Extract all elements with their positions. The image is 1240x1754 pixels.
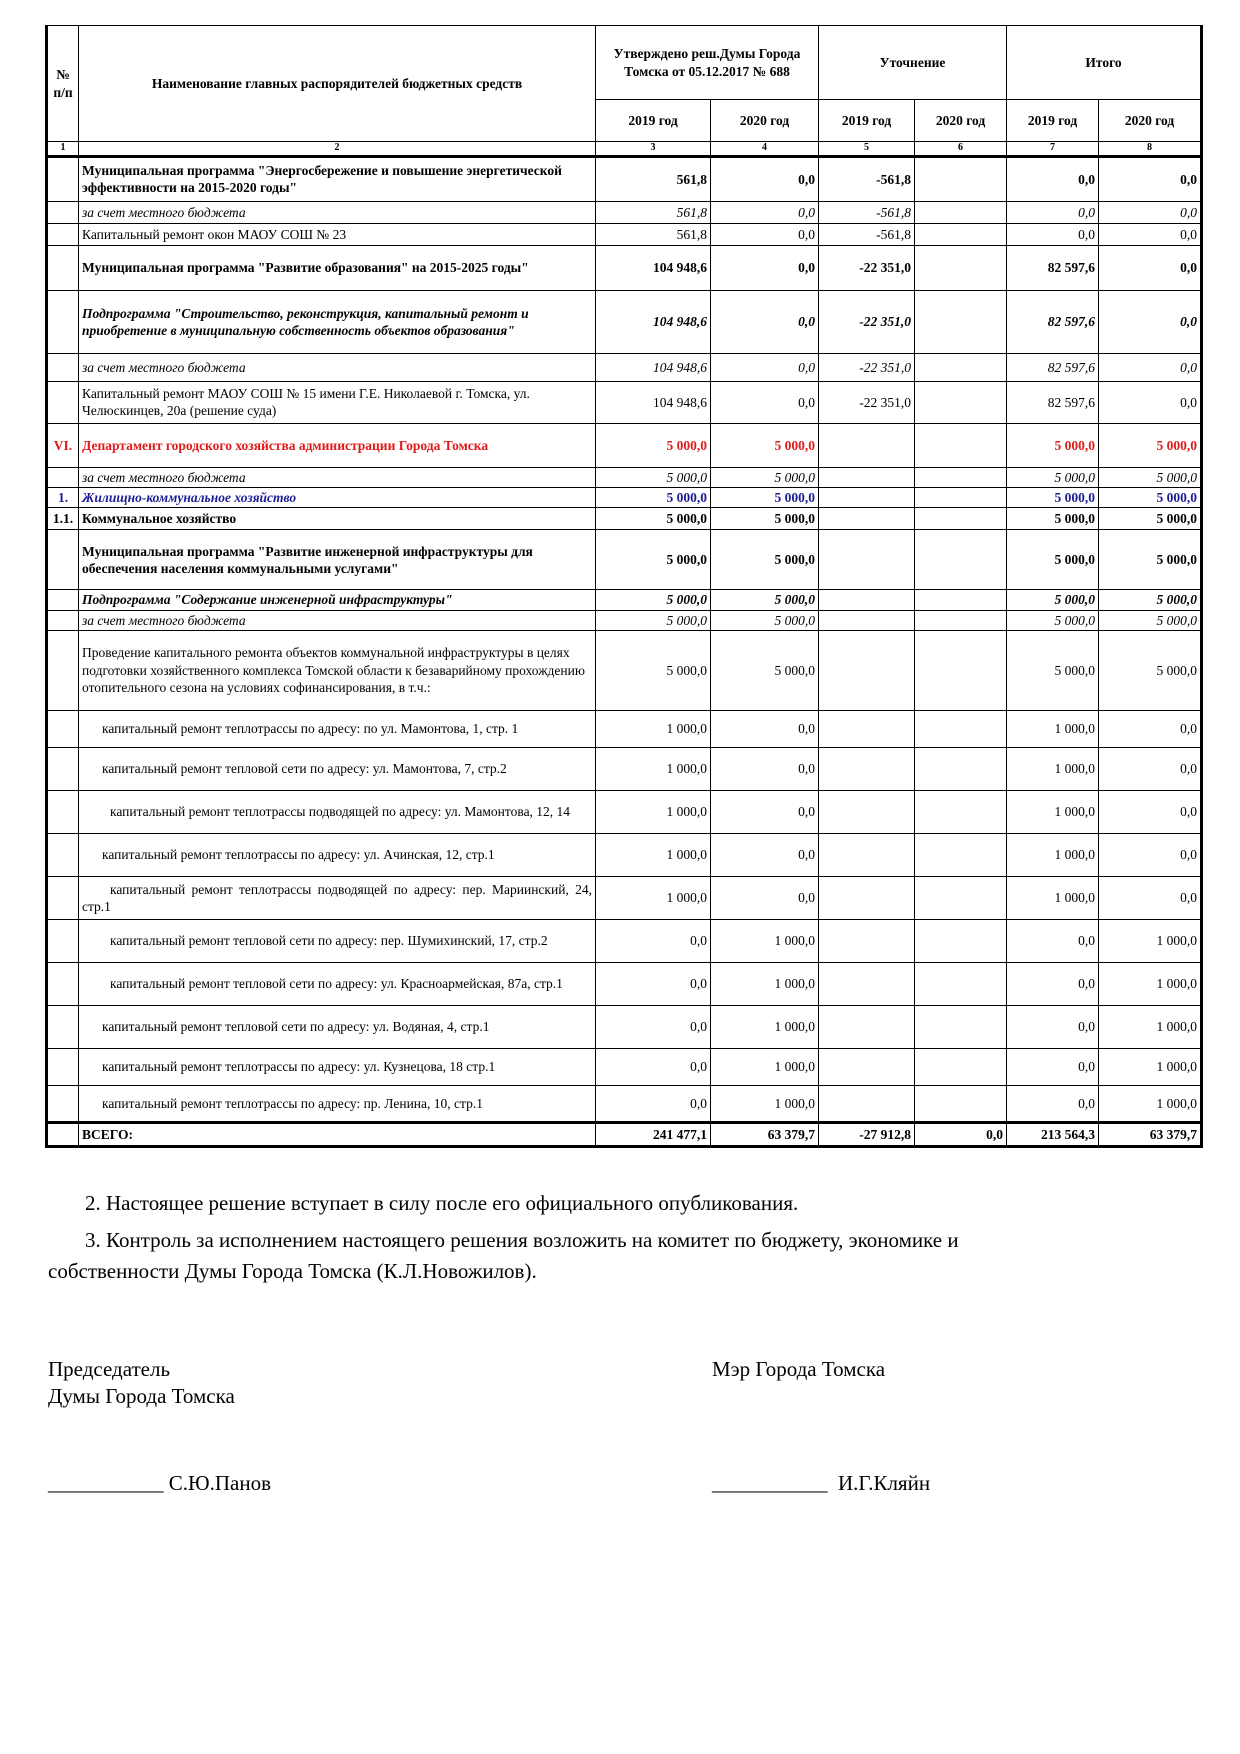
- row-value: 1 000,0: [1099, 1005, 1202, 1048]
- row-number: [47, 1085, 79, 1122]
- row-value: 104 948,6: [596, 245, 711, 290]
- row-value: 5 000,0: [596, 508, 711, 530]
- row-number: [47, 467, 79, 487]
- row-value: 5 000,0: [711, 423, 819, 467]
- row-value: 5 000,0: [1007, 423, 1099, 467]
- row-name: за счет местного бюджета: [79, 201, 596, 223]
- row-value: 561,8: [596, 156, 711, 201]
- header-year: 2020 год: [711, 100, 819, 142]
- table-row: [47, 201, 1202, 223]
- row-value: 1 000,0: [596, 747, 711, 790]
- column-index: 7: [1007, 142, 1099, 157]
- row-value: 104 948,6: [596, 353, 711, 381]
- row-value: [819, 919, 915, 962]
- row-value: 5 000,0: [711, 590, 819, 610]
- row-value: 0,0: [1007, 1085, 1099, 1122]
- row-value: 0,0: [1099, 747, 1202, 790]
- row-value: -22 351,0: [819, 381, 915, 423]
- row-number: [47, 245, 79, 290]
- row-number: [47, 630, 79, 710]
- row-value: [915, 423, 1007, 467]
- row-value: 1 000,0: [711, 919, 819, 962]
- row-name: Муниципальная программа "Развитие образования" на 2015-2025 годы": [79, 245, 596, 290]
- row-value: [819, 747, 915, 790]
- row-value: 1 000,0: [596, 710, 711, 747]
- row-value: 0,0: [711, 201, 819, 223]
- row-value: 0,0: [1099, 156, 1202, 201]
- row-value: 1 000,0: [1007, 747, 1099, 790]
- row-value: 0,0: [596, 962, 711, 1005]
- row-value: [915, 919, 1007, 962]
- row-value: [915, 1005, 1007, 1048]
- row-value: 1 000,0: [711, 1085, 819, 1122]
- row-number: [47, 530, 79, 590]
- row-value: 82 597,6: [1007, 290, 1099, 353]
- row-value: [819, 790, 915, 833]
- row-value: 1 000,0: [1007, 876, 1099, 919]
- row-value: 0,0: [711, 353, 819, 381]
- row-value: 0,0: [1099, 290, 1202, 353]
- row-value: 5 000,0: [596, 423, 711, 467]
- row-value: [915, 590, 1007, 610]
- header-year: 2020 год: [915, 100, 1007, 142]
- row-number: 1.: [47, 488, 79, 508]
- header-total: Итого: [1007, 26, 1202, 100]
- header-approved: Утверждено реш.Думы Города Томска от 05.12.2017 № 688: [596, 26, 819, 100]
- row-value: 561,8: [596, 201, 711, 223]
- row-value: 5 000,0: [1099, 630, 1202, 710]
- row-value: [915, 508, 1007, 530]
- row-value: 1 000,0: [1007, 790, 1099, 833]
- row-value: 5 000,0: [596, 488, 711, 508]
- row-value: 561,8: [596, 223, 711, 245]
- row-number: [47, 790, 79, 833]
- row-value: [915, 1085, 1007, 1122]
- row-value: 0,0: [1099, 353, 1202, 381]
- table-row: [47, 630, 1202, 710]
- row-value: 5 000,0: [596, 590, 711, 610]
- row-value: [915, 876, 1007, 919]
- row-value: 0,0: [1099, 201, 1202, 223]
- row-name: Подпрограмма "Строительство, реконструкция, капитальный ремонт и приобретение в муниципальную собственность объектов образования": [79, 290, 596, 353]
- header-num: № п/п: [47, 26, 79, 142]
- row-name: капитальный ремонт теплотрассы по адресу: по ул. Мамонтова, 1, стр. 1: [79, 710, 596, 747]
- row-value: 0,0: [711, 876, 819, 919]
- row-number: [47, 290, 79, 353]
- row-value: 0,0: [711, 245, 819, 290]
- row-value: 0,0: [711, 710, 819, 747]
- row-value: 5 000,0: [711, 530, 819, 590]
- row-value: 0,0: [1099, 223, 1202, 245]
- row-name: за счет местного бюджета: [79, 467, 596, 487]
- table-row: [47, 423, 1202, 467]
- column-index: 4: [711, 142, 819, 157]
- table-row: [47, 353, 1202, 381]
- row-number: [47, 201, 79, 223]
- row-value: [915, 245, 1007, 290]
- row-value: 5 000,0: [1007, 630, 1099, 710]
- header-year: 2020 год: [1099, 100, 1202, 142]
- row-value: 1 000,0: [596, 876, 711, 919]
- budget-table: [45, 25, 1203, 1148]
- table-row: [47, 1048, 1202, 1085]
- row-name: капитальный ремонт теплотрассы по адресу: пр. Ленина, 10, стр.1: [79, 1085, 596, 1122]
- row-value: 5 000,0: [1007, 610, 1099, 630]
- row-value: 0,0: [1099, 876, 1202, 919]
- row-value: 213 564,3: [1007, 1122, 1099, 1146]
- row-value: [819, 488, 915, 508]
- row-value: 1 000,0: [596, 833, 711, 876]
- table-row: [47, 710, 1202, 747]
- row-value: 0,0: [711, 790, 819, 833]
- table-row: [47, 467, 1202, 487]
- row-value: [819, 508, 915, 530]
- row-value: [819, 1048, 915, 1085]
- table-row: [47, 919, 1202, 962]
- table-row: [47, 790, 1202, 833]
- row-value: 5 000,0: [1099, 590, 1202, 610]
- row-value: [915, 290, 1007, 353]
- row-value: [915, 833, 1007, 876]
- row-name: Жилищно-коммунальное хозяйство: [79, 488, 596, 508]
- row-value: 0,0: [596, 1048, 711, 1085]
- row-value: [915, 381, 1007, 423]
- row-name: капитальный ремонт теплотрассы подводящей по адресу: ул. Мамонтова, 12, 14: [79, 790, 596, 833]
- row-value: [819, 710, 915, 747]
- table-row: [47, 245, 1202, 290]
- row-name: капитальный ремонт теплотрассы подводящей по адресу: пер. Мариинский, 24, стр.1: [79, 876, 596, 919]
- row-value: [819, 1085, 915, 1122]
- row-value: 5 000,0: [1099, 530, 1202, 590]
- row-value: 0,0: [1007, 156, 1099, 201]
- row-value: 104 948,6: [596, 290, 711, 353]
- row-name: капитальный ремонт теплотрассы по адресу: ул. Кузнецова, 18 стр.1: [79, 1048, 596, 1085]
- row-value: 5 000,0: [1007, 530, 1099, 590]
- row-value: 1 000,0: [596, 790, 711, 833]
- row-name: капитальный ремонт тепловой сети по адресу: ул. Мамонтова, 7, стр.2: [79, 747, 596, 790]
- row-number: [47, 962, 79, 1005]
- row-value: 5 000,0: [1099, 610, 1202, 630]
- row-value: 0,0: [596, 1005, 711, 1048]
- row-name: капитальный ремонт тепловой сети по адресу: ул. Красноармейская, 87а, стр.1: [79, 962, 596, 1005]
- row-name: Муниципальная программа "Развитие инженерной инфраструктуры для обеспечения населения коммунальными услугами": [79, 530, 596, 590]
- row-name: капитальный ремонт тепловой сети по адресу: пер. Шумихинский, 17, стр.2: [79, 919, 596, 962]
- row-value: -27 912,8: [819, 1122, 915, 1146]
- row-value: 5 000,0: [711, 467, 819, 487]
- row-value: 0,0: [1099, 381, 1202, 423]
- row-value: 0,0: [711, 223, 819, 245]
- row-name: Проведение капитального ремонта объектов коммунальной инфраструктуры в целях подготовки хозяйственного комплекса Томской области к безаварийному прохождению отопительного сезона на условиях софинансирования, в т.ч.:: [79, 630, 596, 710]
- row-number: [47, 710, 79, 747]
- row-value: [915, 156, 1007, 201]
- row-value: 241 477,1: [596, 1122, 711, 1146]
- table-row: [47, 590, 1202, 610]
- row-value: [819, 467, 915, 487]
- row-value: 0,0: [711, 747, 819, 790]
- row-value: 0,0: [1099, 833, 1202, 876]
- table-row: [47, 290, 1202, 353]
- row-value: 82 597,6: [1007, 245, 1099, 290]
- row-value: 0,0: [711, 833, 819, 876]
- table-row: [47, 1005, 1202, 1048]
- row-value: [819, 1005, 915, 1048]
- row-name: Департамент городского хозяйства администрации Города Томска: [79, 423, 596, 467]
- row-value: [915, 467, 1007, 487]
- table-row: [47, 530, 1202, 590]
- row-value: 1 000,0: [1099, 1048, 1202, 1085]
- row-value: 104 948,6: [596, 381, 711, 423]
- row-value: -561,8: [819, 201, 915, 223]
- row-name: Муниципальная программа "Энергосбережение и повышение энергетической эффективности на 2015-2020 годы": [79, 156, 596, 201]
- row-value: [915, 962, 1007, 1005]
- row-value: 0,0: [711, 290, 819, 353]
- row-value: -22 351,0: [819, 353, 915, 381]
- row-value: [915, 353, 1007, 381]
- table-row: [47, 488, 1202, 508]
- table-row: [47, 1085, 1202, 1122]
- row-value: [915, 488, 1007, 508]
- header-year: 2019 год: [596, 100, 711, 142]
- row-value: 0,0: [1007, 962, 1099, 1005]
- row-number: [47, 1005, 79, 1048]
- row-value: 0,0: [596, 919, 711, 962]
- header-year: 2019 год: [1007, 100, 1099, 142]
- row-value: 1 000,0: [1099, 919, 1202, 962]
- header-name: Наименование главных распорядителей бюджетных средств: [79, 26, 596, 142]
- row-value: 0,0: [711, 156, 819, 201]
- row-value: 63 379,7: [711, 1122, 819, 1146]
- column-index: 3: [596, 142, 711, 157]
- row-value: 0,0: [1007, 919, 1099, 962]
- row-value: [915, 747, 1007, 790]
- row-value: 63 379,7: [1099, 1122, 1202, 1146]
- row-value: [819, 610, 915, 630]
- row-value: 1 000,0: [711, 962, 819, 1005]
- row-number: [47, 156, 79, 201]
- column-index: 2: [79, 142, 596, 157]
- table-row: [47, 610, 1202, 630]
- row-name: за счет местного бюджета: [79, 353, 596, 381]
- column-index: 8: [1099, 142, 1202, 157]
- row-value: 5 000,0: [596, 610, 711, 630]
- row-name: Подпрограмма "Содержание инженерной инфраструктуры": [79, 590, 596, 610]
- column-index: 6: [915, 142, 1007, 157]
- row-number: [47, 833, 79, 876]
- row-value: [819, 962, 915, 1005]
- row-value: -561,8: [819, 156, 915, 201]
- row-value: [915, 630, 1007, 710]
- row-value: 1 000,0: [1007, 833, 1099, 876]
- table-row: [47, 381, 1202, 423]
- row-value: 0,0: [1007, 201, 1099, 223]
- row-value: [915, 201, 1007, 223]
- row-value: -22 351,0: [819, 290, 915, 353]
- row-number: 1.1.: [47, 508, 79, 530]
- table-row: [47, 1122, 1202, 1146]
- row-value: 0,0: [1007, 223, 1099, 245]
- row-value: 1 000,0: [1007, 710, 1099, 747]
- row-name: капитальный ремонт тепловой сети по адресу: ул. Водяная, 4, стр.1: [79, 1005, 596, 1048]
- row-value: 1 000,0: [711, 1048, 819, 1085]
- row-value: [915, 530, 1007, 590]
- row-number: [47, 610, 79, 630]
- row-value: 5 000,0: [711, 488, 819, 508]
- chairman-signature: ___________ С.Ю.Панов: [48, 1471, 271, 1495]
- paragraph-3-line-2: собственности Думы Города Томска (К.Л.Новожилов).: [48, 1259, 537, 1283]
- header-clarify: Уточнение: [819, 26, 1007, 100]
- row-value: 0,0: [1007, 1048, 1099, 1085]
- column-index: 1: [47, 142, 79, 157]
- column-index: 5: [819, 142, 915, 157]
- row-value: [819, 590, 915, 610]
- mayor-title: Мэр Города Томска: [712, 1357, 886, 1381]
- chairman-title: Председатель: [48, 1357, 171, 1381]
- row-value: 0,0: [711, 381, 819, 423]
- row-name: Коммунальное хозяйство: [79, 508, 596, 530]
- table-row: [47, 876, 1202, 919]
- row-value: 1 000,0: [1099, 962, 1202, 1005]
- mayor-signature: ___________ И.Г.Кляйн: [712, 1471, 931, 1495]
- row-value: 5 000,0: [1099, 467, 1202, 487]
- row-value: 82 597,6: [1007, 381, 1099, 423]
- row-value: -561,8: [819, 223, 915, 245]
- row-value: 5 000,0: [1007, 467, 1099, 487]
- row-number: [47, 1048, 79, 1085]
- row-number: [47, 919, 79, 962]
- row-value: 5 000,0: [711, 630, 819, 710]
- row-value: [915, 790, 1007, 833]
- header-year: 2019 год: [819, 100, 915, 142]
- row-value: [915, 1048, 1007, 1085]
- column-index-row: [47, 142, 1202, 157]
- row-value: 5 000,0: [711, 610, 819, 630]
- row-value: 82 597,6: [1007, 353, 1099, 381]
- row-value: [915, 610, 1007, 630]
- row-value: 0,0: [1099, 245, 1202, 290]
- table-row: [47, 508, 1202, 530]
- row-number: [47, 747, 79, 790]
- row-value: 0,0: [1099, 790, 1202, 833]
- row-value: [915, 223, 1007, 245]
- row-value: 5 000,0: [596, 467, 711, 487]
- row-name: капитальный ремонт теплотрассы по адресу: ул. Ачинская, 12, стр.1: [79, 833, 596, 876]
- row-number: [47, 876, 79, 919]
- row-name: за счет местного бюджета: [79, 610, 596, 630]
- row-value: [819, 630, 915, 710]
- row-number: VI.: [47, 423, 79, 467]
- row-value: -22 351,0: [819, 245, 915, 290]
- row-value: 0,0: [596, 1085, 711, 1122]
- row-value: 1 000,0: [711, 1005, 819, 1048]
- row-value: 5 000,0: [1099, 488, 1202, 508]
- table-row: [47, 223, 1202, 245]
- row-value: 5 000,0: [1007, 488, 1099, 508]
- table-row: [47, 962, 1202, 1005]
- row-value: [915, 710, 1007, 747]
- row-value: 5 000,0: [596, 630, 711, 710]
- table-row: [47, 156, 1202, 201]
- row-value: 0,0: [915, 1122, 1007, 1146]
- row-value: 5 000,0: [1099, 508, 1202, 530]
- row-value: 0,0: [1007, 1005, 1099, 1048]
- row-value: 5 000,0: [711, 508, 819, 530]
- table-row: [47, 747, 1202, 790]
- row-value: [819, 876, 915, 919]
- row-number: [47, 223, 79, 245]
- row-value: [819, 833, 915, 876]
- row-value: 1 000,0: [1099, 1085, 1202, 1122]
- row-number: [47, 353, 79, 381]
- paragraph-3-line-1: 3. Контроль за исполнением настоящего решения возложить на комитет по бюджету, экономике и: [85, 1228, 959, 1252]
- row-number: [47, 1122, 79, 1146]
- row-value: 5 000,0: [1007, 590, 1099, 610]
- row-name: Капитальный ремонт окон МАОУ СОШ № 23: [79, 223, 596, 245]
- row-number: [47, 381, 79, 423]
- row-value: [819, 530, 915, 590]
- table-row: [47, 833, 1202, 876]
- paragraph-2: 2. Настоящее решение вступает в силу после его официального опубликования.: [85, 1191, 799, 1215]
- row-name: Капитальный ремонт МАОУ СОШ № 15 имени Г.Е. Николаевой г. Томска, ул. Челюскинцев, 20а (решение суда): [79, 381, 596, 423]
- row-value: [819, 423, 915, 467]
- row-value: 0,0: [1099, 710, 1202, 747]
- row-name: ВСЕГО:: [79, 1122, 596, 1146]
- row-value: 5 000,0: [1007, 508, 1099, 530]
- row-value: 5 000,0: [1099, 423, 1202, 467]
- row-value: 5 000,0: [596, 530, 711, 590]
- row-number: [47, 590, 79, 610]
- chairman-title-2: Думы Города Томска: [48, 1384, 235, 1408]
